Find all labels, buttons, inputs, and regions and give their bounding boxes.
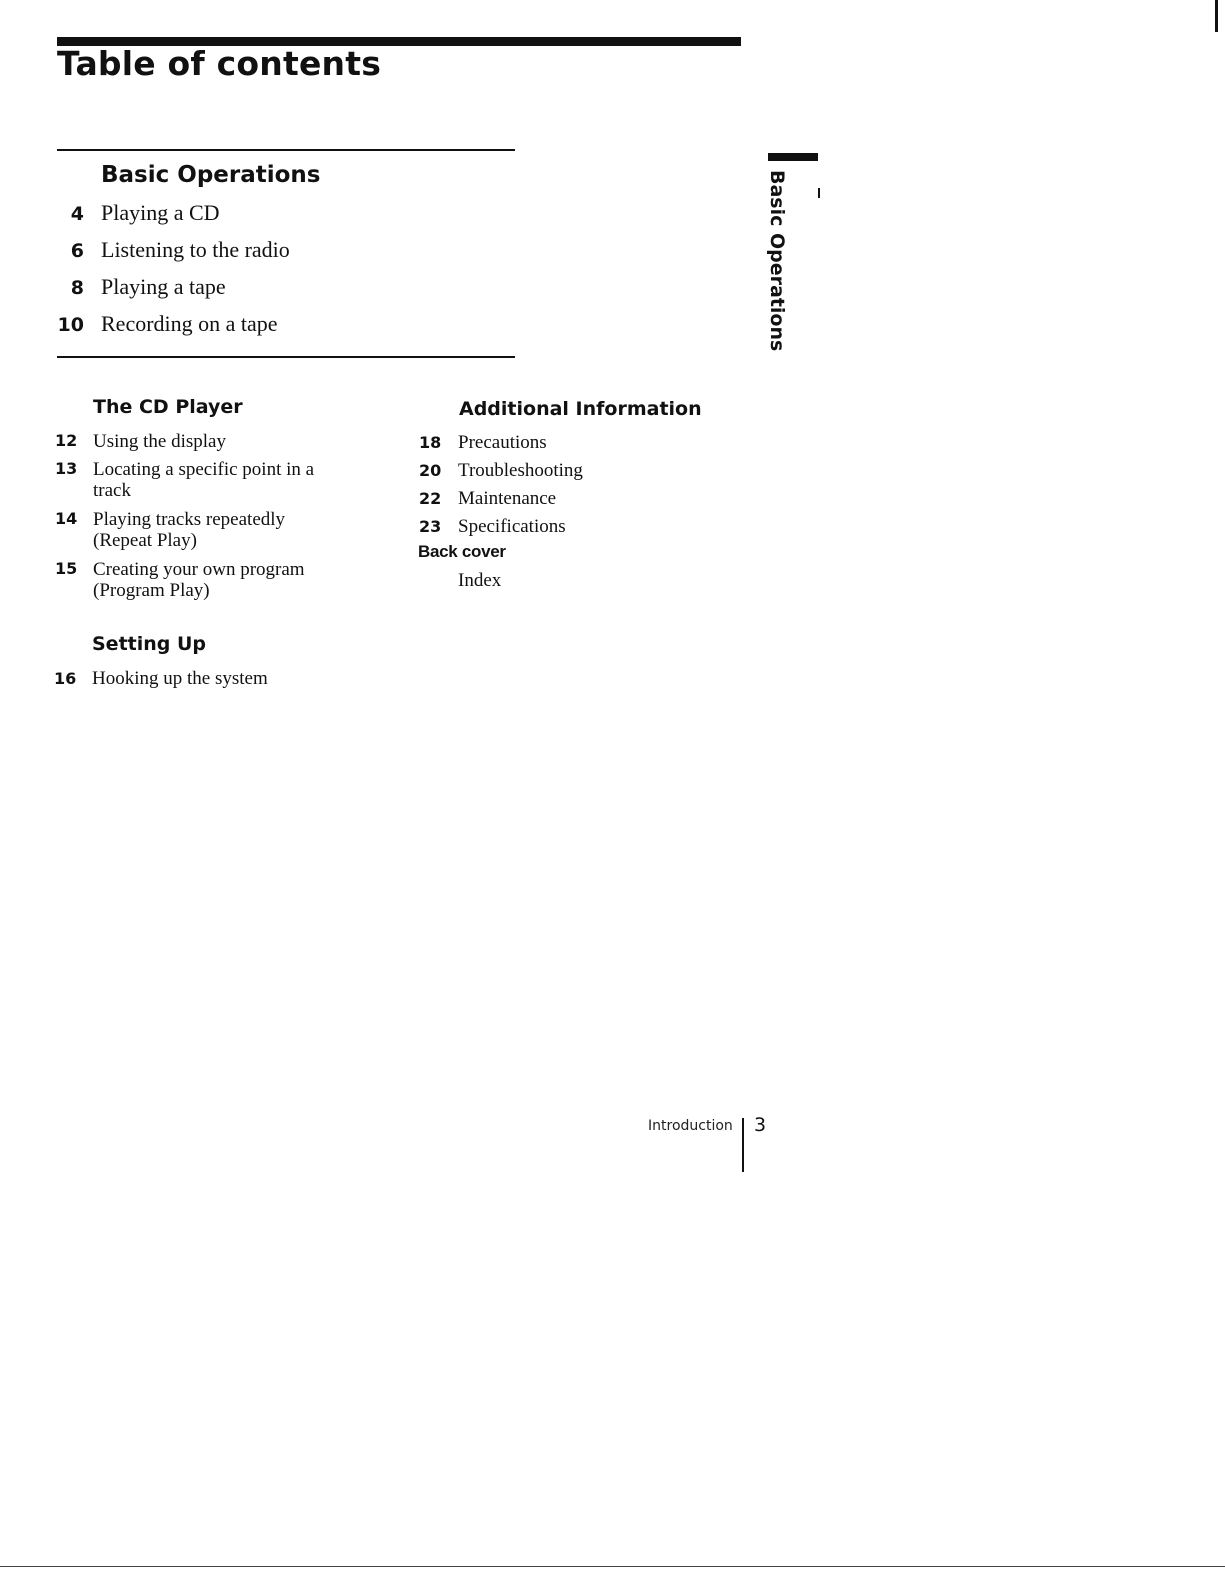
toc-page-number: 16 bbox=[54, 669, 77, 688]
page-bottom-edge bbox=[0, 1566, 1225, 1567]
section-rule-bottom bbox=[57, 356, 515, 358]
basic-operations-heading: Basic Operations bbox=[101, 162, 321, 188]
toc-page-number: 14 bbox=[55, 509, 78, 528]
toc-entry-label: Playing a CD bbox=[101, 200, 220, 225]
toc-page-number: 6 bbox=[70, 240, 84, 262]
toc-entry-label: Listening to the radio bbox=[101, 237, 290, 262]
toc-entry-label: Using the display bbox=[93, 431, 226, 452]
side-tab-bar bbox=[768, 153, 818, 161]
back-cover-label: Back cover bbox=[418, 542, 506, 561]
edge-mark bbox=[1215, 0, 1218, 32]
toc-page-number: 23 bbox=[419, 517, 442, 536]
section-rule-top bbox=[57, 149, 515, 151]
toc-entry-label: Playing tracks repeatedly (Repeat Play) bbox=[93, 509, 286, 551]
toc-entry-label: Creating your own program (Program Play) bbox=[93, 559, 305, 601]
toc-entry-label: Precautions bbox=[458, 432, 547, 453]
additional-information-heading: Additional Information bbox=[459, 398, 702, 420]
footer-divider bbox=[742, 1118, 744, 1172]
toc-entry-label: Hooking up the system bbox=[92, 668, 268, 689]
toc-page-number: 18 bbox=[419, 433, 442, 452]
toc-page-number: 22 bbox=[419, 489, 442, 508]
toc-entry-label: Playing a tape bbox=[101, 274, 226, 299]
toc-page-number: 20 bbox=[419, 461, 442, 480]
toc-entry-label: Locating a specific point in a track bbox=[93, 459, 315, 501]
toc-entry-label: Maintenance bbox=[458, 488, 557, 509]
side-tab-label: Basic Operations bbox=[766, 170, 788, 352]
cd-player-heading: The CD Player bbox=[93, 396, 243, 418]
footer-section-label: Introduction bbox=[648, 1118, 733, 1134]
toc-entry-label: Specifications bbox=[458, 516, 566, 537]
footer-page-number: 3 bbox=[754, 1114, 767, 1136]
toc-page-number: 4 bbox=[70, 203, 84, 225]
side-tab-mark bbox=[818, 188, 820, 198]
page-title: Table of contents bbox=[57, 44, 382, 83]
toc-page-number: 15 bbox=[55, 559, 78, 578]
setting-up-heading: Setting Up bbox=[92, 633, 207, 655]
toc-entry-label: Recording on a tape bbox=[101, 311, 278, 336]
toc-page-number: 8 bbox=[70, 277, 84, 299]
toc-page-number: 13 bbox=[55, 459, 78, 478]
index-entry-label: Index bbox=[458, 570, 502, 591]
toc-page-number: 10 bbox=[57, 314, 84, 336]
toc-page-number: 12 bbox=[55, 431, 78, 450]
toc-entry-label: Troubleshooting bbox=[458, 460, 583, 481]
